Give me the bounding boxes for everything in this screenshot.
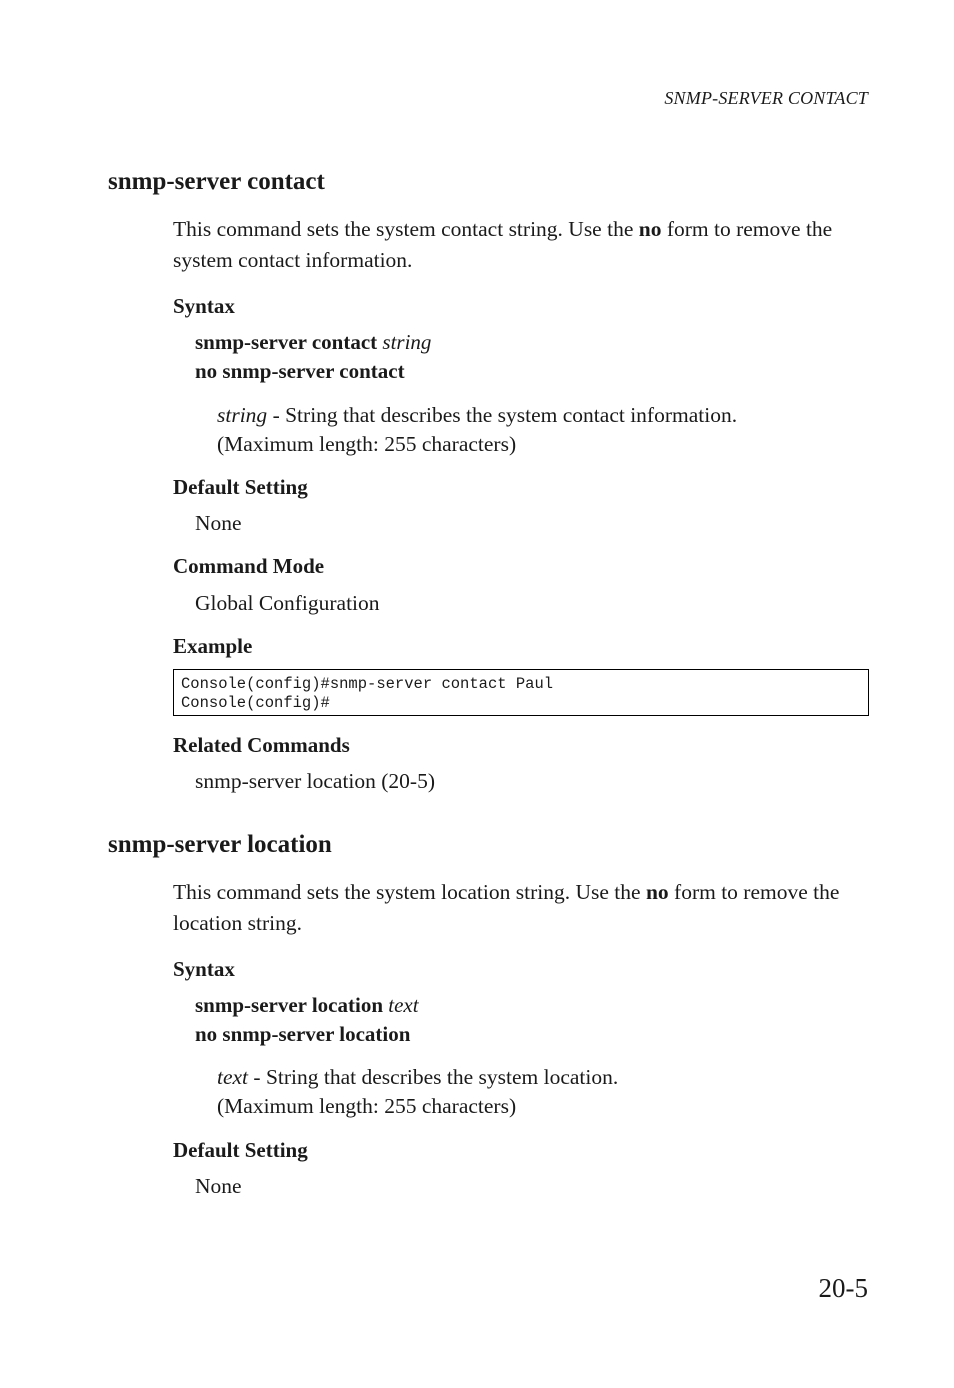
intro-text-tail: form to remove the location string. (173, 880, 840, 935)
intro-keyword: no (645, 880, 669, 904)
parameter-description (217, 401, 737, 430)
example-code-box (173, 669, 869, 716)
syntax-heading: Syntax (173, 294, 235, 318)
syntax-command (195, 328, 431, 357)
parameter-description (217, 1063, 618, 1092)
example-heading: Example (173, 634, 253, 658)
default-setting-value: None (195, 511, 242, 535)
code-line: Console(config)# (181, 694, 330, 712)
intro-keyword: no (638, 217, 662, 241)
command-name: snmp-server contact (195, 330, 378, 354)
default-setting-value: None (195, 1174, 242, 1198)
intro-text: This command sets the system location string. Use the (173, 880, 646, 904)
parameter-text: - String that describes the system location. (248, 1065, 619, 1089)
command-parameter: string (382, 330, 432, 354)
running-header: SNMP-SERVER CONTACT (664, 88, 868, 108)
command-mode-value: Global Configuration (195, 591, 380, 615)
parameter-note: (Maximum length: 255 characters) (217, 432, 517, 456)
syntax-no-command (195, 1020, 410, 1049)
parameter-name: string (217, 403, 268, 427)
no-command-name: no snmp-server contact (195, 359, 405, 383)
section-title-contact: snmp-server contact (108, 168, 325, 195)
command-parameter: text (388, 993, 419, 1017)
intro-paragraph-contact (173, 214, 873, 276)
page-number: 20-5 (818, 1273, 868, 1303)
command-name: snmp-server location (195, 993, 384, 1017)
parameter-text: - String that describes the system contact information. (267, 403, 738, 427)
syntax-heading: Syntax (173, 957, 235, 981)
section-title-location: snmp-server location (108, 831, 332, 858)
command-mode-heading: Command Mode (173, 554, 325, 578)
related-commands-heading: Related Commands (173, 733, 350, 757)
intro-text-tail: form to remove the system contact information. (173, 217, 833, 272)
syntax-command (195, 991, 419, 1020)
intro-paragraph-location (173, 877, 873, 939)
default-setting-heading: Default Setting (173, 1138, 308, 1162)
related-command-link[interactable]: snmp-server location (20-5) (195, 769, 436, 793)
no-command-name: no snmp-server location (195, 1022, 411, 1046)
intro-text: This command sets the system contact string. Use the (173, 217, 639, 241)
parameter-note: (Maximum length: 255 characters) (217, 1094, 517, 1118)
code-line: Console(config)#snmp-server contact Paul (181, 675, 554, 693)
default-setting-heading: Default Setting (173, 475, 308, 499)
syntax-no-command (195, 357, 405, 386)
parameter-name: text (217, 1065, 249, 1089)
